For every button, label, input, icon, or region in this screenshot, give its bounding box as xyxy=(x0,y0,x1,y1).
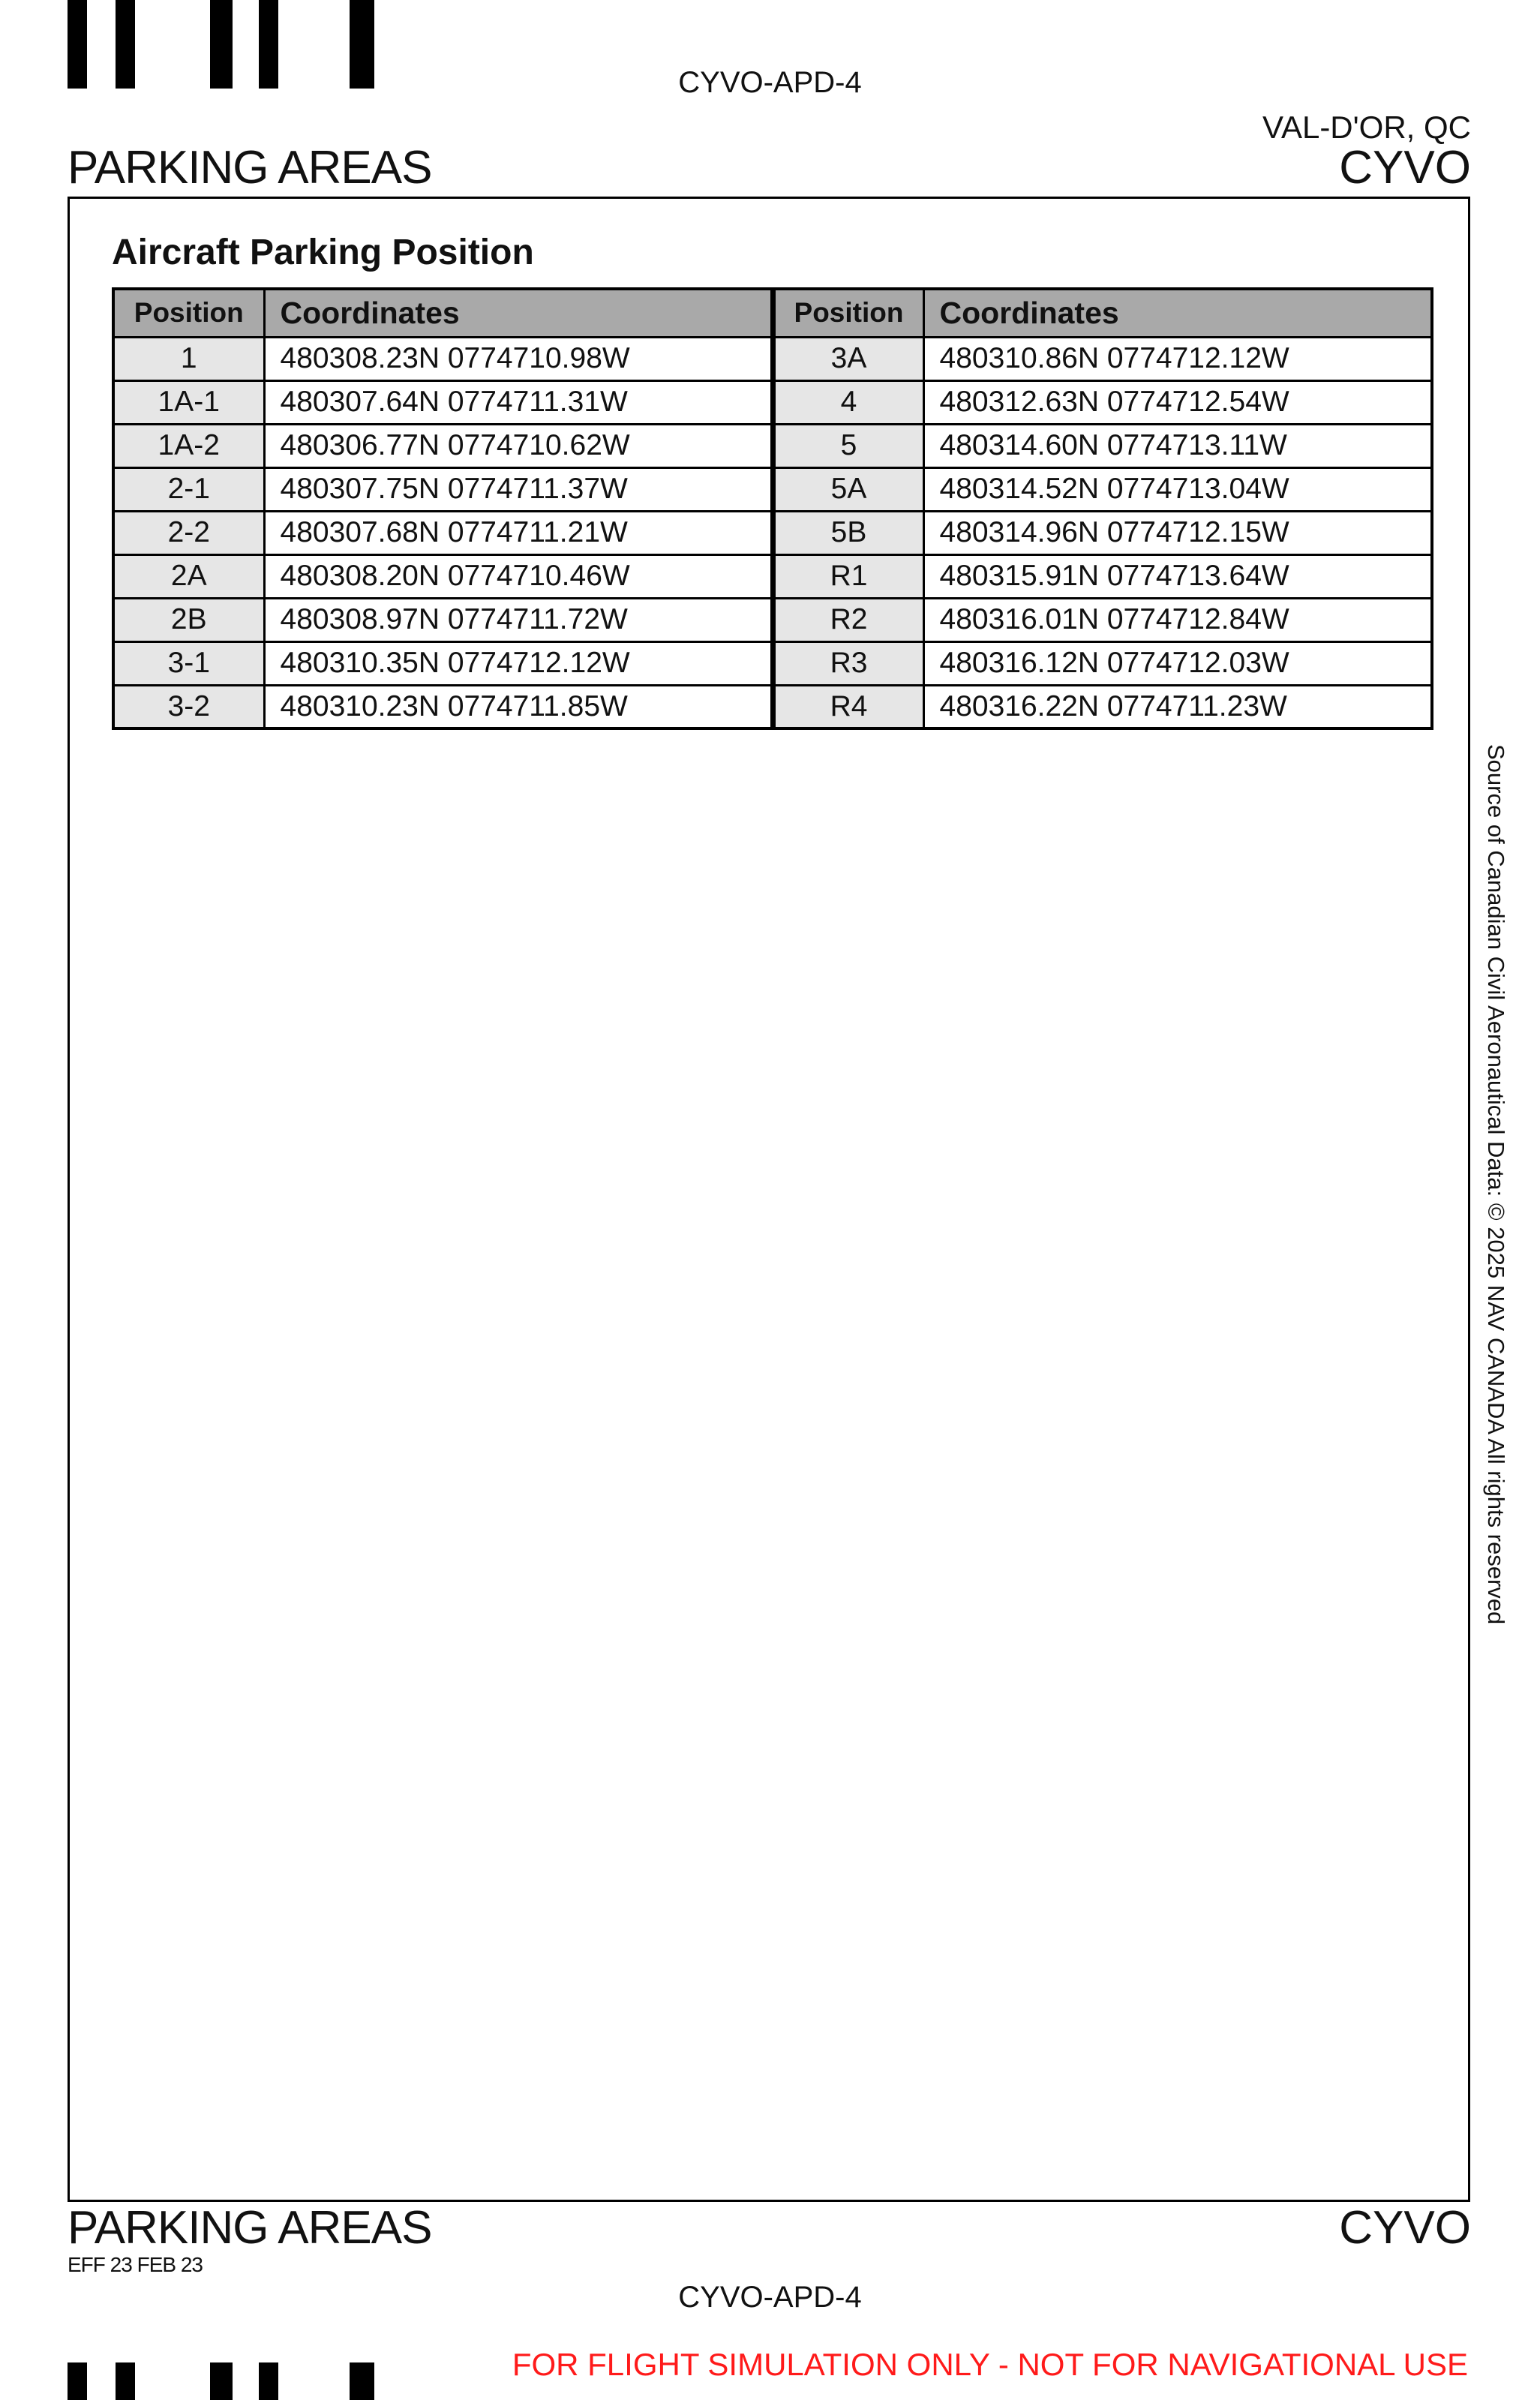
table-row xyxy=(113,685,1432,728)
coordinates-cell: 480315.91N 0774713.64W xyxy=(923,554,1432,598)
coordinates-cell: 480314.52N 0774713.04W xyxy=(923,467,1432,511)
table-header-row xyxy=(113,289,1432,337)
section-title: PARKING AREAS xyxy=(68,2202,432,2254)
data-source-copyright: Source of Canadian Civil Aeronautical Data: © 2025 NAV CANADA All rights reserved xyxy=(1483,744,1509,1625)
coordinates-cell: 480316.22N 0774711.23W xyxy=(923,685,1432,728)
position-cell: 5 xyxy=(773,424,923,467)
coordinates-cell: 480316.12N 0774712.03W xyxy=(923,641,1432,685)
position-cell: 2B xyxy=(113,598,264,641)
position-cell: 1A-2 xyxy=(113,424,264,467)
table-title: Aircraft Parking Position xyxy=(112,233,534,272)
coordinates-cell: 480308.23N 0774710.98W xyxy=(264,337,773,380)
coordinates-cell: 480310.35N 0774712.12W xyxy=(264,641,773,685)
parking-position-table xyxy=(112,287,1433,730)
position-cell: 2-1 xyxy=(113,467,264,511)
coordinates-cell: 480316.01N 0774712.84W xyxy=(923,598,1432,641)
document-id: CYVO-APD-4 xyxy=(678,66,862,99)
column-header-position: Position xyxy=(773,289,923,337)
position-cell: R4 xyxy=(773,685,923,728)
table-row xyxy=(113,380,1432,424)
column-header-coordinates: Coordinates xyxy=(923,289,1432,337)
coordinates-cell: 480308.97N 0774711.72W xyxy=(264,598,773,641)
coordinates-cell: 480310.23N 0774711.85W xyxy=(264,685,773,728)
position-cell: 2A xyxy=(113,554,264,598)
position-cell: 4 xyxy=(773,380,923,424)
effective-date: EFF 23 FEB 23 xyxy=(68,2253,203,2276)
table-row xyxy=(113,641,1432,685)
coordinates-cell: 480308.20N 0774710.46W xyxy=(264,554,773,598)
position-cell: 1A-1 xyxy=(113,380,264,424)
registration-bar xyxy=(259,2362,278,2400)
position-cell: 3-2 xyxy=(113,685,264,728)
position-cell: R3 xyxy=(773,641,923,685)
coordinates-cell: 480314.96N 0774712.15W xyxy=(923,511,1432,554)
column-header-coordinates: Coordinates xyxy=(264,289,773,337)
position-cell: 5A xyxy=(773,467,923,511)
registration-bar xyxy=(350,2362,374,2400)
section-title: PARKING AREAS xyxy=(68,142,432,194)
position-cell: 3A xyxy=(773,337,923,380)
coordinates-cell: 480314.60N 0774713.11W xyxy=(923,424,1432,467)
position-cell: R2 xyxy=(773,598,923,641)
column-header-position: Position xyxy=(113,289,264,337)
table-row xyxy=(113,424,1432,467)
table-row xyxy=(113,598,1432,641)
table-body xyxy=(113,337,1432,728)
content-frame xyxy=(68,197,1470,2202)
icao-code: CYVO xyxy=(1339,142,1471,194)
airport-location: VAL-D'OR, QC xyxy=(1262,110,1471,145)
registration-bar xyxy=(116,2362,135,2400)
table-row xyxy=(113,554,1432,598)
table-row xyxy=(113,511,1432,554)
coordinates-cell: 480310.86N 0774712.12W xyxy=(923,337,1432,380)
registration-bar xyxy=(210,2362,233,2400)
position-cell: 5B xyxy=(773,511,923,554)
coordinates-cell: 480307.64N 0774711.31W xyxy=(264,380,773,424)
coordinates-cell: 480306.77N 0774710.62W xyxy=(264,424,773,467)
registration-bar xyxy=(68,2362,87,2400)
position-cell: 1 xyxy=(113,337,264,380)
icao-code: CYVO xyxy=(1339,2202,1471,2254)
table-row xyxy=(113,337,1432,380)
table-row xyxy=(113,467,1432,511)
coordinates-cell: 480307.75N 0774711.37W xyxy=(264,467,773,511)
coordinates-cell: 480307.68N 0774711.21W xyxy=(264,511,773,554)
position-cell: 3-1 xyxy=(113,641,264,685)
position-cell: R1 xyxy=(773,554,923,598)
position-cell: 2-2 xyxy=(113,511,264,554)
coordinates-cell: 480312.63N 0774712.54W xyxy=(923,380,1432,424)
simulation-disclaimer: FOR FLIGHT SIMULATION ONLY - NOT FOR NAVIGATIONAL USE xyxy=(512,2347,1468,2382)
document-id: CYVO-APD-4 xyxy=(678,2281,862,2314)
